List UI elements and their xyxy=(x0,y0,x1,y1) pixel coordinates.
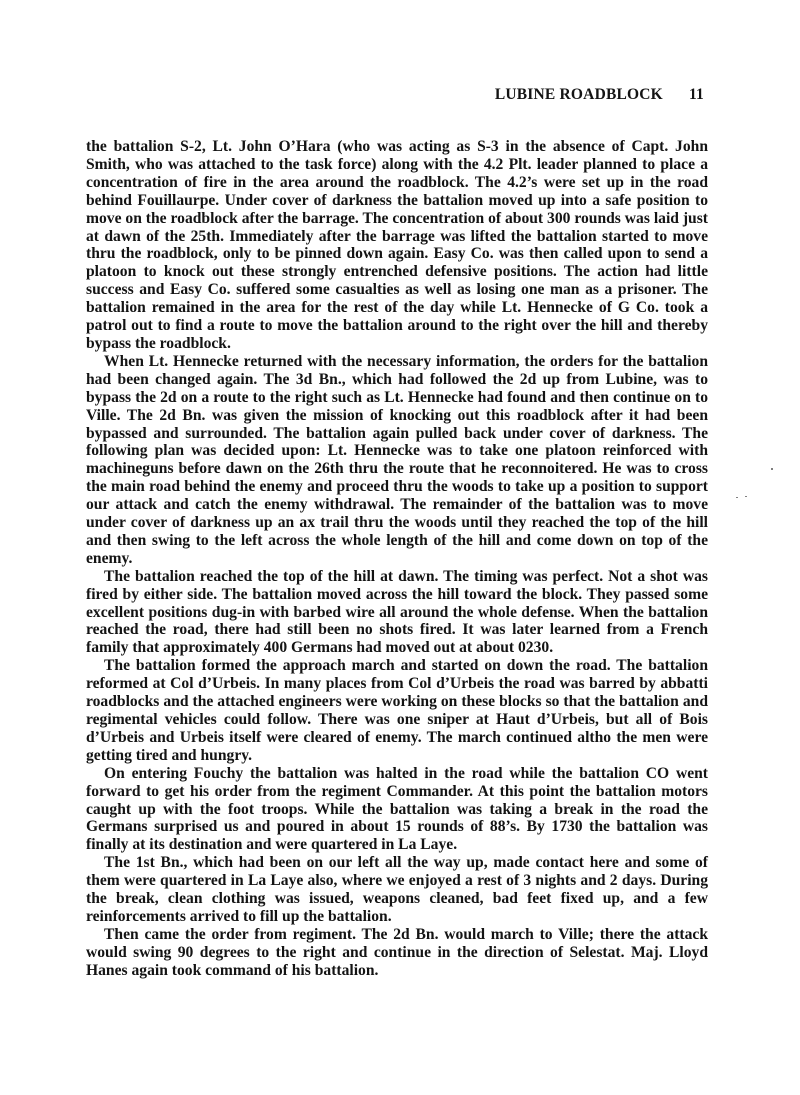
paragraph: Then came the order from regiment. The 2d Bn. would march to Ville; there the attack would swing 90 degrees to the right and continue in the direction of Selestat. Maj. Lloyd Hanes again took command of his battalion. xyxy=(86,925,708,979)
paragraph: The battalion reached the top of the hill at dawn. The timing was perfect. Not a shot was fired by either side. The battalion moved across the hill toward the block. They passed some excellent positions dug-in with barbed wire all around the whole defense. When the battalion reached the road, there had still been no shots fired. It was later learned from a French family that approximately 400 Germans had moved out at about 0230. xyxy=(86,567,708,657)
paragraph: The 1st Bn., which had been on our left all the way up, made contact here and some of them were quartered in La Laye also, where we enjoyed a rest of 3 nights and 2 days. During the break, clean clothing was issued, weapons cleaned, bad feet fixed up, and a few reinforcements arrived to fill up the battalion. xyxy=(86,854,708,925)
body-text xyxy=(86,138,708,980)
paragraph: On entering Fouchy the battalion was halted in the road while the battalion CO went forward to get his order from the regiment Commander. At this point the battalion motors caught up with the foot troops. While the battalion was taking a break in the road the Germans surprised us and poured in about 15 rounds of 88’s. By 1730 the battalion was finally at its destination and were quartered in La Laye. xyxy=(86,764,708,854)
paragraph: the battalion S-2, Lt. John O’Hara (who was acting as S-3 in the absence of Capt. John Smith, who was attached to the task force) along with the 4.2 Plt. leader planned to place a concentration of fire in the area around the roadblock. The 4.2’s were set up in the road behind Fouillaurpe. Under cover of darkness the battalion moved up into a safe position to move on the roadblock after the barrage. The concentration of about 300 rounds was laid just at dawn of the 25th. Immediately after the barrage was lifted the battalion started to move thru the roadblock, only to be pinned down again. Easy Co. was then called upon to send a platoon to knock out these strongly entrenched defensive positions. The action had little success and Easy Co. suffered some casualties as well as losing one man as a prisoner. The battalion remained in the area for the rest of the day while Lt. Hennecke of G Co. took a patrol out to find a route to move the battalion around to the right over the hill and thereby bypass the roadblock. xyxy=(86,138,708,352)
paragraph: When Lt. Hennecke returned with the necessary information, the orders for the battalion had been changed again. The 3d Bn., which had followed the 2d up from Lubine, was to bypass the 2d on a route to the right such as Lt. Hennecke had found and then continue on to Ville. The 2d Bn. was given the mission of knocking out this roadblock after it had been bypassed and surrounded. The battalion again pulled back under cover of darkness. The following plan was decided upon: Lt. Hennecke was to take one platoon reinforced with machineguns before dawn on the 26th thru the route that he reconnoitered. He was to cross the main road behind the enemy and proceed thru the woods to take up a position to support our attack and catch the enemy withdrawal. The remainder of the battalion was to move under cover of darkness up an ax trail thru the woods until they reached the top of the hill and then swing to the left across the whole length of the hill and come down on top of the enemy. xyxy=(86,352,708,567)
paragraph: The battalion formed the approach march and started on down the road. The battalion reformed at Col d’Urbeis. In many places from Col d’Urbeis the road was barred by abbatti roadblocks and the attached engineers were working on these blocks so that the battalion and regimental vehicles could follow. There was one sniper at Haut d’Urbeis, but all of Bois d’Urbeis and Urbeis itself were cleared of enemy. The march continued altho the men were getting tired and hungry. xyxy=(86,657,708,764)
scan-speck xyxy=(736,497,738,498)
running-head xyxy=(495,86,704,104)
scan-speck xyxy=(771,468,773,470)
running-head-title: LUBINE ROADBLOCK xyxy=(494,86,663,103)
page-number: 11 xyxy=(688,86,704,103)
scan-speck xyxy=(745,496,747,497)
